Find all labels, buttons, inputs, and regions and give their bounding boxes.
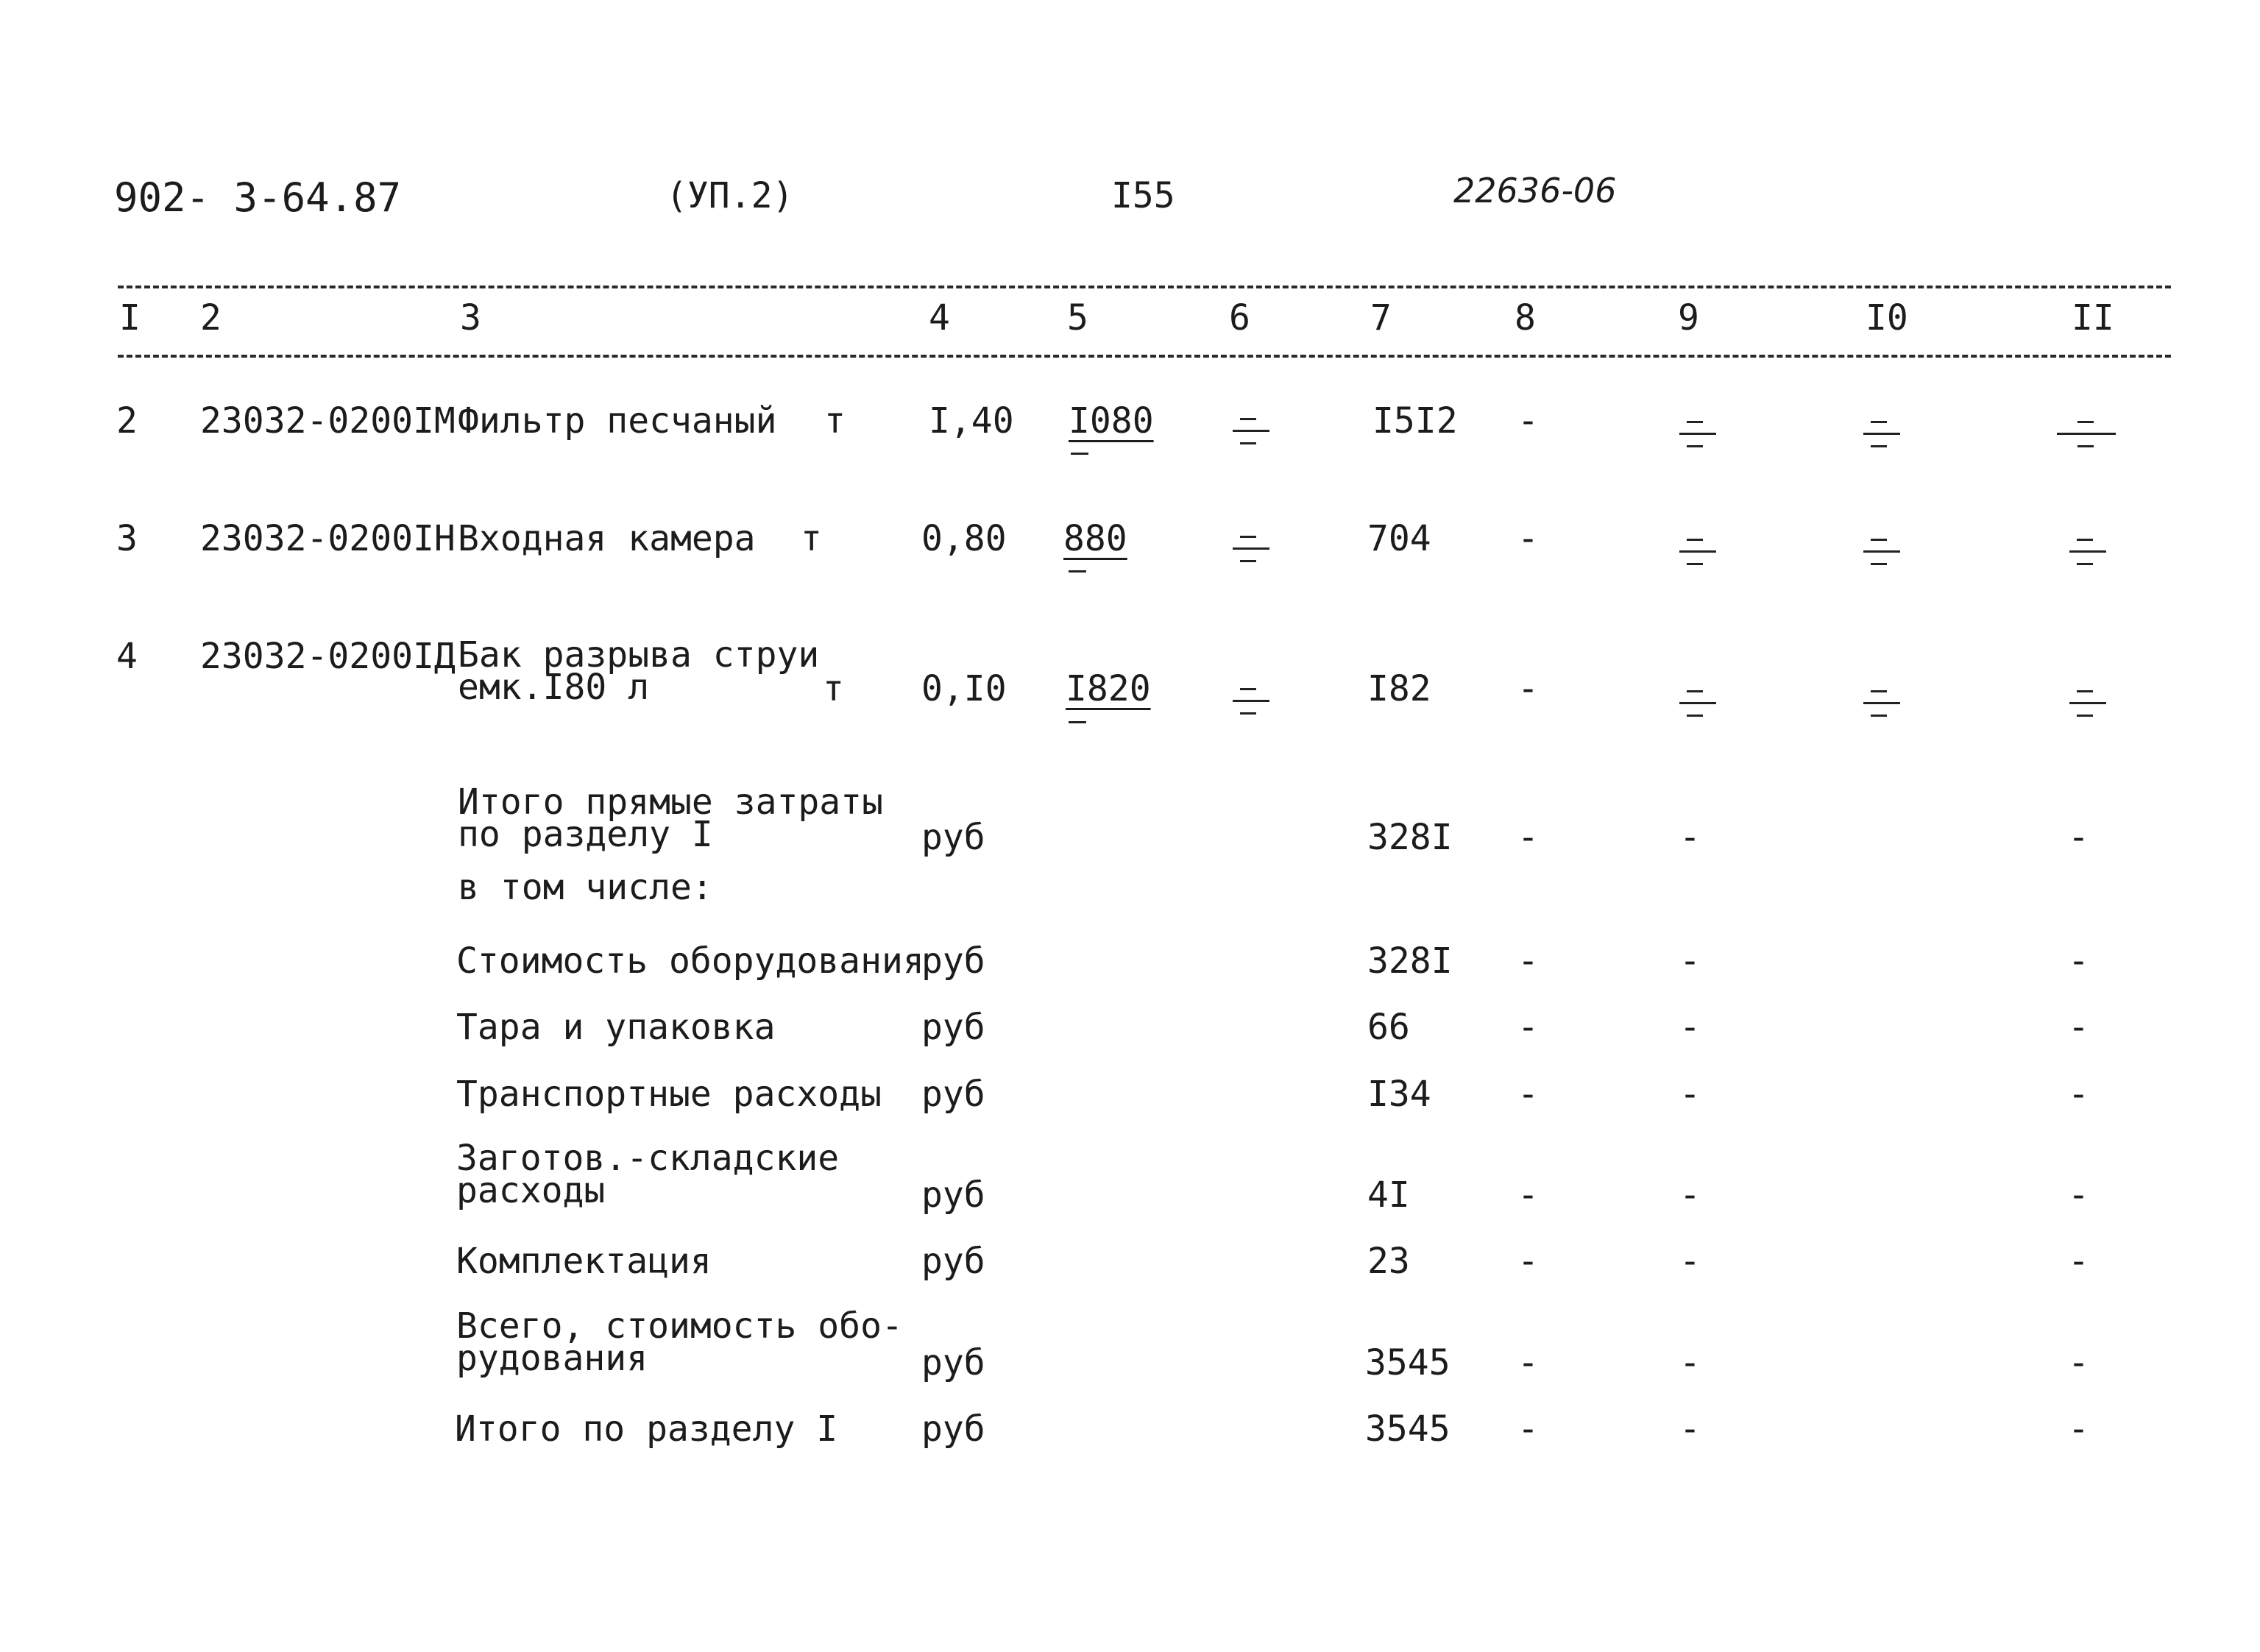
summary-col9: - (1679, 940, 1701, 982)
summary-col8: - (1517, 1342, 1539, 1383)
summary-col11: - (2068, 1342, 2089, 1383)
section-code: (УП.2) (666, 175, 794, 216)
summary-col9: - (1679, 1241, 1701, 1282)
summary-unit: руб (921, 1241, 985, 1282)
dash-fraction-mark (1679, 421, 1716, 450)
summary-col11: - (2068, 1241, 2089, 1282)
item-col8: - (1517, 518, 1539, 559)
summary-col8: - (1517, 817, 1539, 858)
item-unit-price: I820 (1066, 668, 1151, 709)
column-header-11: II (2072, 297, 2114, 338)
price-dash-mark (1071, 453, 1088, 455)
summary-label: Тара и упаковка (456, 1007, 776, 1048)
page-number: I55 (1111, 175, 1175, 216)
summary-unit: руб (921, 940, 985, 982)
item-unit: т (823, 668, 844, 709)
summary-value: 3545 (1365, 1408, 1450, 1450)
summary-label: Всего, стоимость обо- рудования (456, 1305, 903, 1380)
item-unit-price: I080 (1069, 400, 1154, 442)
item-quantity: I,40 (929, 400, 1014, 442)
item-name: Входная камера (458, 518, 756, 559)
summary-col8: - (1517, 1241, 1539, 1282)
dash-fraction-mark (1863, 539, 1900, 568)
item-unit-price: 880 (1063, 518, 1127, 559)
summary-col9: - (1679, 1007, 1701, 1048)
summary-col8: - (1517, 1408, 1539, 1450)
summary-col8: - (1517, 1074, 1539, 1115)
dash-fraction-mark (1233, 536, 1269, 565)
summary-col11: - (2068, 1174, 2089, 1216)
summary-value: I34 (1367, 1074, 1431, 1115)
registration-number: 22636-06 (1453, 171, 1617, 210)
summary-label: Заготов.-складские расходы (456, 1138, 840, 1212)
price-dash-mark (1069, 570, 1086, 572)
summary-label: Транспортные расходы (456, 1074, 882, 1115)
column-header-10: I0 (1866, 297, 1908, 338)
summary-value: 66 (1367, 1007, 1410, 1048)
header-bottom-rule (118, 355, 2171, 358)
dash-fraction-mark (1233, 418, 1269, 447)
summary-col8: - (1517, 1007, 1539, 1048)
item-total: 704 (1367, 518, 1431, 559)
dash-fraction-mark (1679, 690, 1716, 720)
summary-col11: - (2068, 1074, 2089, 1115)
summary-col11: - (2068, 1408, 2089, 1450)
column-header-2: 2 (200, 297, 222, 338)
row-number: 2 (116, 400, 138, 442)
column-header-7: 7 (1370, 297, 1392, 338)
including-label: в том числе: (458, 867, 713, 908)
dash-fraction-mark (1863, 421, 1900, 450)
summary-value: 328I (1367, 940, 1453, 982)
summary-unit: руб (921, 1408, 985, 1450)
summary-value: 23 (1367, 1241, 1410, 1282)
summary-unit: руб (921, 1074, 985, 1115)
item-total: I82 (1367, 668, 1431, 709)
item-code: 23032-0200IД (200, 636, 456, 677)
column-header-4: 4 (929, 297, 950, 338)
summary-label: Комплектация (456, 1241, 712, 1282)
item-quantity: 0,I0 (921, 668, 1007, 709)
document-number: 902- 3-64.87 (114, 174, 402, 221)
item-col8: - (1517, 400, 1539, 442)
item-unit: т (801, 518, 822, 559)
header-top-rule (118, 286, 2171, 288)
dash-fraction-mark (1233, 688, 1269, 717)
row-number: 4 (116, 636, 138, 677)
summary-col9: - (1679, 1342, 1701, 1383)
summary-col9: - (1679, 817, 1701, 858)
summary-value: 4I (1367, 1174, 1410, 1216)
summary-label: Итого по разделу I (455, 1408, 838, 1450)
summary-col11: - (2068, 1007, 2089, 1048)
item-total: I5I2 (1372, 400, 1458, 442)
summary-unit: руб (921, 1174, 985, 1216)
column-header-6: 6 (1229, 297, 1250, 338)
summary-col11: - (2068, 940, 2089, 982)
summary-col9: - (1679, 1074, 1701, 1115)
summary-col8: - (1517, 940, 1539, 982)
summary-col11: - (2068, 817, 2089, 858)
summary-unit: руб (921, 1007, 985, 1048)
item-col8: - (1517, 668, 1539, 709)
item-name: Бак разрыва струи емк.I80 л (458, 634, 820, 709)
item-name: Фильтр песчаный (458, 400, 777, 442)
summary-label: Итого прямые затраты по разделу I (458, 781, 883, 856)
row-number: 3 (116, 518, 138, 559)
summary-col8: - (1517, 1174, 1539, 1216)
dash-fraction-mark (1679, 539, 1716, 568)
column-header-3: 3 (460, 297, 481, 338)
dash-fraction-mark (1863, 690, 1900, 720)
column-header-1: I (119, 297, 141, 338)
summary-label: Стоимость оборудования (456, 940, 924, 982)
summary-value: 328I (1367, 817, 1453, 858)
summary-col9: - (1679, 1174, 1701, 1216)
summary-unit: руб (921, 1342, 985, 1383)
item-code: 23032-0200IM (200, 400, 456, 442)
column-header-8: 8 (1515, 297, 1536, 338)
summary-col9: - (1679, 1408, 1701, 1450)
price-dash-mark (1069, 721, 1086, 723)
item-quantity: 0,80 (921, 518, 1007, 559)
item-unit: т (824, 400, 846, 442)
summary-unit: руб (921, 817, 985, 858)
column-header-9: 9 (1678, 297, 1699, 338)
dash-fraction-mark (2069, 690, 2106, 720)
summary-value: 3545 (1365, 1342, 1450, 1383)
dash-fraction-mark (2057, 421, 2116, 450)
item-code: 23032-0200IH (200, 518, 456, 559)
column-header-5: 5 (1067, 297, 1088, 338)
dash-fraction-mark (2069, 539, 2106, 568)
